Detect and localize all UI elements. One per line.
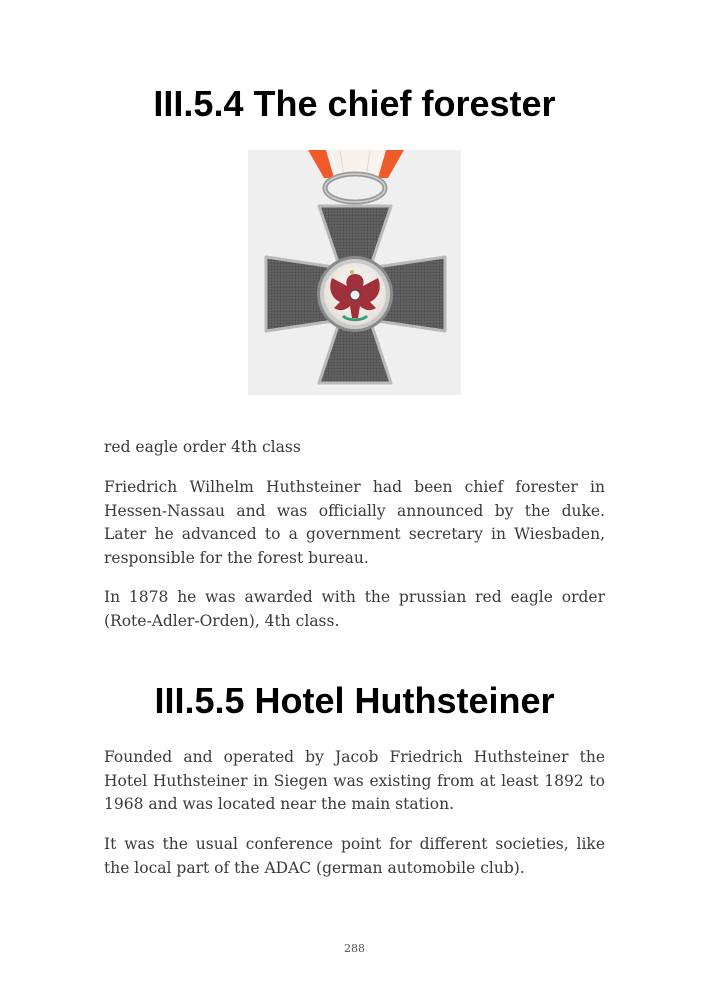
- figure-caption: red eagle order 4th class: [104, 438, 301, 456]
- page-number: 288: [344, 942, 365, 955]
- eagle-medallion: [317, 256, 393, 332]
- paragraph: In 1878 he was awarded with the prussian red eagle order (Rote-Adler-Orden), 4th class.: [104, 588, 605, 630]
- paragraph: Friedrich Wilhelm Huthsteiner had been chief forester in Hessen-Nassau and was officially announced by the duke. Later he advanced to a government secretary in Wiesbaden, responsible for the forest bureau.: [104, 478, 605, 567]
- paragraph: It was the usual conference point for different societies, like the local part of the ADAC (german automobile club).: [104, 835, 605, 877]
- section-heading-hotel-huthsteiner: III.5.5 Hotel Huthsteiner: [154, 680, 555, 721]
- paragraph: Founded and operated by Jacob Friedrich Huthsteiner the Hotel Huthsteiner in Siegen was existing from at least 1892 to 1968 and was located near the main station.: [104, 748, 605, 813]
- section-heading-chief-forester: III.5.4 The chief forester: [153, 83, 556, 124]
- red-eagle-order-image: [248, 150, 461, 395]
